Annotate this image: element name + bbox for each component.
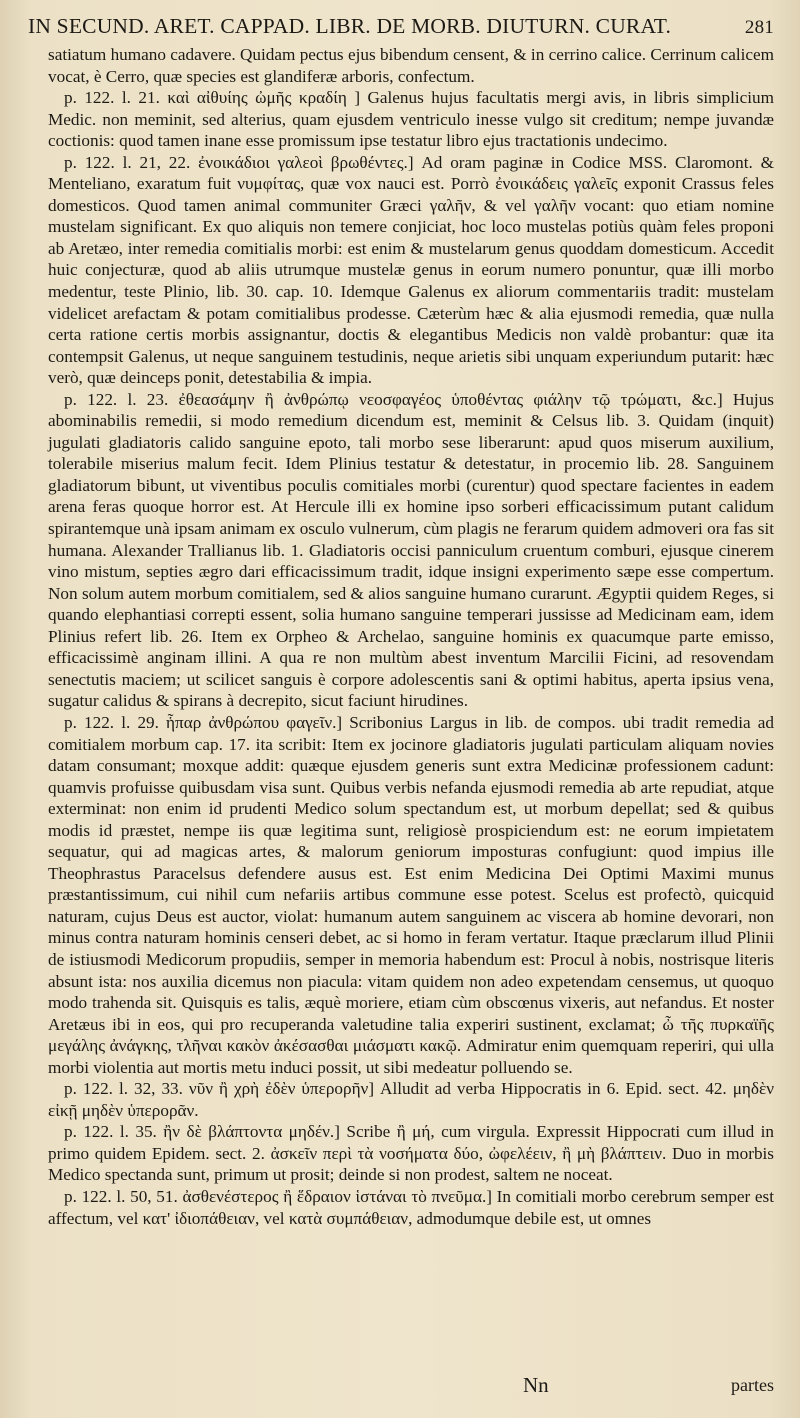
paragraph-6: p. 122. l. 32, 33. νῦν ἢ χρὴ ἐδὲν ὑπερορῆν] Alludit ad verba Hippocratis in 6. Epid. sect. 42. μηδὲν εἰκῇ μηδὲν ὑπερορᾶν. [48, 1079, 774, 1120]
running-title: IN SECUND. ARET. CAPPAD. LIBR. DE MORB. DIUTURN. CURAT. [28, 14, 672, 38]
commentary-body [48, 44, 774, 1229]
paragraph-4: p. 122. l. 23. ἐθεασάμην ἢ ἀνθρώπῳ νεοσφαγέος ὑποθέντας φιάλην τῷ τρώματι, &c.] Hujus abominabilis remedii, si modo remedium dicendum est, meminit & Celsus lib. 3. Quidam (inquit) jugulati gladiatoris calido sanguine epoto, tali morbo sese liberarunt: apud quos miserum auxilium, tolerabile miserius malum fecit. Idem Plinius testatur & detestatur, in procemio lib. 28. Sanguinem gladiatorum bibunt, ut viventibus poculis comitiales morbi (curentur) quod spectare facientes in eadem arena feras quoque horror est. At Hercule illi ex homine ipso sorberi efficacissimum putant calidum spirantemque unà ipsam animam ex osculo vulnerum, cùm plagis ne ferarum quidem admoveri ora fas sit humana. Alexander Trallianus lib. 1. Gladiatoris occisi panniculum cruentum comburi, ejusque cinerem vino mistum, septies ægro dari efficacissimum tradit, idque insigni experimento sæpe esse compertum. Non solum autem morbum comitialem, sed & alios sanguine humano curarunt. Ægyptii quidem Reges, si quando elephantiasi correpti essent, solia humano sanguine temperari jussisse ad Medicinam eam, idem Plinius refert lib. 26. Item ex Orpheo & Archelao, sanguine hominis ex quacumque parte emisso, efficacissimè anginam illini. A qua re non multùm abest inventum Marcilii Ficini, ad resovendam senectutis maciem; ut scilicet sanguis è corpore adolescentis sani & optimi habitus, aperta ipsius vena, sugatur calidus & spirans à decrepito, sicut faciunt hirudines. [48, 389, 774, 711]
paragraph-1: satiatum humano cadavere. Quidam pectus ejus bibendum censent, & in cerrino calice. Cerrinum calicem vocat, è Cerro, quæ species est glandiferæ arboris, confectum. [48, 45, 774, 86]
paragraph-8: p. 122. l. 50, 51. ἀσθενέστερος ἢ ἕδραιον ἱστάναι τὸ πνεῦμα.] In comitiali morbo cerebrum semper est affectum, vel κατ' ἰδιοπάθειαν, vel κατὰ συμπάθειαν, admodumque debile est, ut omnes [48, 1186, 774, 1228]
running-header [28, 14, 774, 44]
paragraph-7: p. 122. l. 35. ἢν δὲ βλάπτοντα μηδέν.] Scribe ἢ μή, cum virgula. Expressit Hippocrati cum illud in primo quidem Epidem. sect. 2. ἀσκεῖν περὶ τὰ νοσήματα δύο, ὠφελέειν, ἢ μὴ βλάπτειν. Duo in morbis Medico spectanda sunt, primum ut prosit; deinde si non prodest, saltem ne noceat. [48, 1122, 774, 1185]
signature-mark: Nn [523, 1373, 549, 1397]
paragraph-3: p. 122. l. 21, 22. ἐνοικάδιοι γαλεοὶ βρωθέντες.] Ad oram paginæ in Codice MSS. Claromont. & Menteliano, exaratum fuit νυμφίτας, quæ vox nauci est. Porrò ἐνοικάδεις γαλεῖς exponit Crassus feles domesticos. Quod tamen animal communiter Græci γαλῆν, & vel γαλῆν vocant: quo etiam nomine mustelam significant. Ex quo aliquis non temere conjiciat, hoc loco mustelas potiùs quàm feles proponi ab Aretæo, inter remedia comitialis morbi: est enim & mustelarum genus quoddam domesticum. Accedit huic conjecturæ, quod ab aliis utrumque mustelæ genus in eorum numero ponuntur, quæ illi morbo medentur, teste Plinio, lib. 30. cap. 10. Idemque Galenus ex aliorum commentariis tradit: mustelam videlicet arefactam & potam comitialibus prodesse. Cæterùm hæc & alia ejusmodi remedia, quæ nulla certa ratione certis morbis assignantur, doctis & elegantibus Medicis non valdè probantur: quæ ita contempsit Galenus, ut neque sanguinem testudinis, neque arietis sibi unquam experiundum putarit: hæc verò, quæ deinceps ponit, detestabilia & impia. [48, 152, 774, 388]
catchword: partes [731, 1375, 774, 1395]
paragraph-5: p. 122. l. 29. ἧπαρ ἀνθρώπου φαγεῖν.] Scribonius Largus in lib. de compos. ubi tradit remedia ad comitialem morbum cap. 17. ita scribit: Item ex jocinore gladiatoris jugulati particulam aliquam novies datam consumant; moxque addit: quæque ejusdem generis sunt extra Medicinæ professionem cadunt: quamvis profuisse quibusdam visa sunt. Quibus verbis nefanda ejusmodi remedia ab arte repudiat, atque exterminat: non enim id prudenti Medico solum spectandum est, ut morbum depellat; sed & quibus modis id præstet, nempe iis quæ legitima sunt, religiosè prospiciendum est: ne eorum impietatem sequatur, qui ad magicas artes, & malorum geniorum imposturas confugiunt: quod impius ille Theophrastus Paracelsus defendere ausus est. Est enim Medicina Dei Optimi Maximi munus præstantissimum, cui nihil cum nefariis artibus commune esse potest. Scelus est profectò, quicquid naturam, cujus Deus est auctor, violat: humanum autem sanguinem ac viscera ab homine devorari, non minus contra naturam hominis censeri debet, ac si homo in feram vertatur. Itaque præclarum illud Plinii de istiusmodi Medicorum propudiis, semper in memoria habendum est: Procul à nobis, nostrisque literis absunt ista: nos auxilia dicemus non piacula: vitam quidem non adeo expetendam censemus, ut quoquo modo trahenda sit. Quisquis es talis, æquè moriere, etiam cùm obscœnus vixeris, aut nefandus. Et noster Aretæus ibi in eos, qui pro recuperanda valetudine talia experiri sustinent, exclamat; ὦ τῆς πυρκαϊῆς μεγάλης ἀνάγκης, τλῆναι κακὸν ἀκέσασθαι μιάσματι κακῷ. Admiratur enim quemquam reperiri, qui ulla morbi violentia aut mortis metu induci possit, ut sibi medeatur polluendo se. [48, 712, 774, 1077]
page-number: 281 [744, 17, 774, 38]
page-footer [48, 1373, 774, 1403]
paragraph-2: p. 122. l. 21. καὶ αἰθυίης ὠμῆς κραδίη ] Galenus hujus facultatis mergi avis, in libris simplicium Medic. non meminit, sed alterius, quam ejusdem ventriculo inesse vulgo sit creditum; nempe juvandæ coctionis: quod tamen inane esse promissum ipse testatur libro ejus tractationis undecimo. [48, 88, 774, 151]
